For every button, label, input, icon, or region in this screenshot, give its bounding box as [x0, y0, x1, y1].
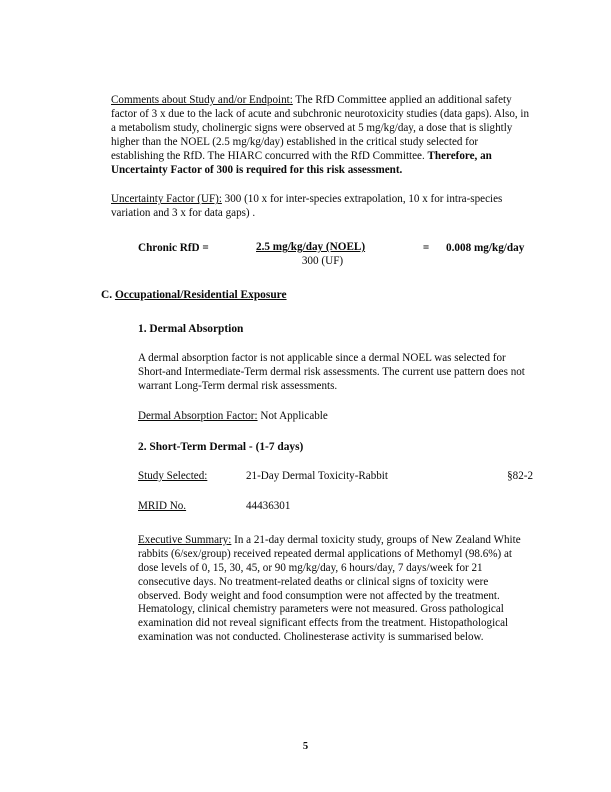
paragraph-executive-summary	[138, 534, 533, 645]
study-selected-label: Study Selected:	[138, 470, 208, 483]
comments-about-study-text: The RfD Committee applied an additional safety factor of 3 x due to the lack of acute and subchronic neurotoxicity studies (data gaps). Also, in a metabolism study, cholinergic signs were observed at 5 mg/kg/day, a dose that is slightly higher than the NOEL (2.5 mg/kg/day) established in the critical study selected for establishing the RfD. The HIARC concurred with the RfD Committee.	[111, 94, 530, 162]
spacer	[101, 454, 533, 470]
spacer	[101, 514, 533, 534]
equation-row	[138, 241, 533, 268]
dermal-absorption-factor-value: Not Applicable	[257, 410, 328, 423]
equation-fraction	[256, 241, 406, 268]
equation-numerator: 2.5 mg/kg/day (NOEL)	[256, 241, 366, 254]
spacer	[101, 394, 533, 410]
section-c-label: C.	[101, 289, 113, 302]
comments-about-study-emphasis: Therefore, an Uncertainty Factor of 300 is required for this risk assessment.	[111, 149, 492, 176]
equation-equals-sign: =	[422, 242, 430, 255]
paragraph-comments-about-study	[111, 94, 533, 177]
spacer	[101, 177, 533, 193]
section-c-heading	[101, 288, 533, 302]
section-c-title: Occupational/Residential Exposure	[114, 289, 287, 302]
document-body	[101, 94, 533, 645]
equation-label: Chronic RfD =	[138, 242, 209, 255]
uncertainty-factor-label: Uncertainty Factor (UF):	[111, 193, 222, 206]
spacer	[101, 484, 533, 500]
chronic-rfd-equation	[138, 241, 533, 268]
mrid-label: MRID No.	[138, 499, 187, 512]
spacer	[101, 221, 533, 241]
uncertainty-factor-text: 300 (10 x for inter-species extrapolation, 10 x for intra-species variation and 3 x for data gaps) .	[111, 193, 503, 220]
subsection-1-heading: 1. Dermal Absorption	[138, 323, 244, 336]
paragraph-uncertainty-factor	[111, 193, 533, 221]
comments-about-study-label: Comments about Study and/or Endpoint:	[111, 94, 293, 106]
equation-denominator: 300 (UF)	[301, 254, 344, 267]
spacer	[101, 336, 533, 352]
paragraph-dermal-absorption-factor	[138, 410, 533, 424]
study-selected-row	[138, 470, 533, 484]
study-selected-guideline-ref: §82-2	[507, 470, 533, 483]
spacer	[101, 424, 533, 440]
executive-summary-text: In a 21-day dermal toxicity study, groups of New Zealand White rabbits (6/sex/group) received repeated dermal applications of Methomyl (98.6%) at dose levels of 0, 15, 30, 45, or 90 mg/kg/day, 6 hours/day, 7 days/week for 21 consecutive days. No treatment-related deaths or clinical signs of toxicity were observed. Body weight and food consumption were not affected by the treatment. Hematology, clinical chemistry parameters were not measured. Gross pathological examination did not reveal significant effects from the treatment. Histopathological examination was not conducted. Cholinesterase activity is summarised below.	[138, 533, 521, 644]
mrid-row	[138, 500, 533, 514]
dermal-absorption-factor-label: Dermal Absorption Factor:	[138, 410, 258, 423]
paragraph-dermal-absorption: A dermal absorption factor is not applicable since a dermal NOEL was selected for Short-and Intermediate-Term dermal risk assessments. The current use pattern does not warrant Long-Term dermal risk assessments.	[138, 352, 525, 393]
spacer	[101, 302, 533, 322]
executive-summary-label: Executive Summary:	[138, 533, 232, 546]
subsection-2-heading: 2. Short-Term Dermal - (1-7 days)	[138, 441, 304, 454]
mrid-value: 44436301	[246, 499, 291, 512]
equation-result: 0.008 mg/kg/day	[446, 242, 525, 255]
page-number: 5	[302, 741, 309, 752]
study-selected-value: 21-Day Dermal Toxicity-Rabbit	[246, 470, 388, 483]
spacer	[101, 268, 533, 288]
